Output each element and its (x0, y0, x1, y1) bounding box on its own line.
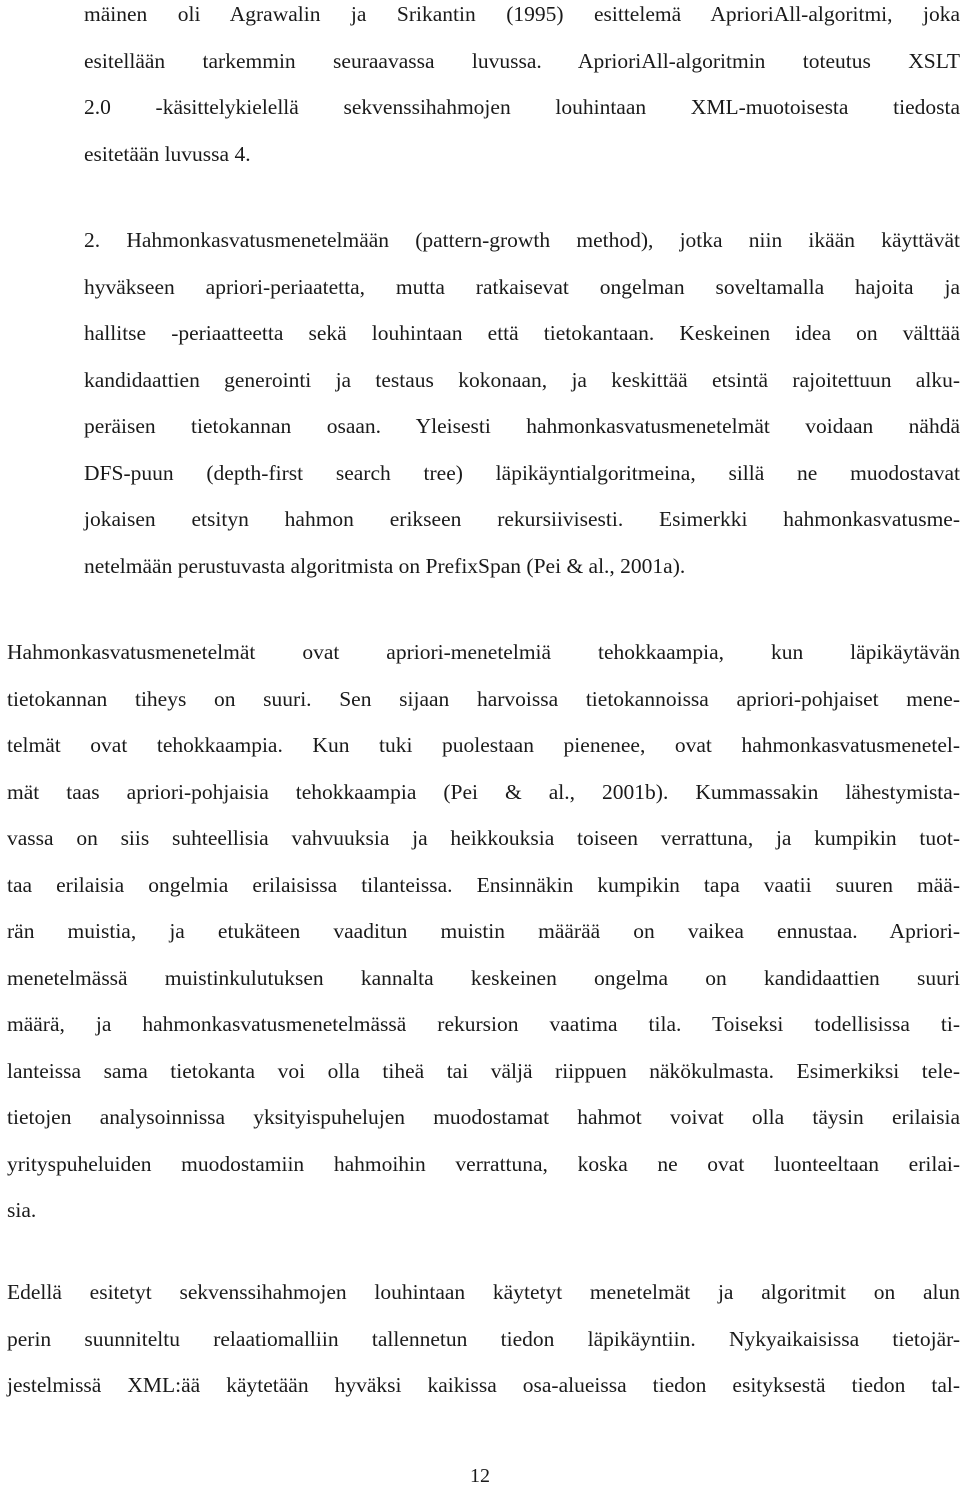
text-line: hyväkseen apriori-periaatetta, mutta ratkaisevat ongelman soveltamalla hajoita ja (84, 274, 960, 299)
text-line: peräisen tietokannan osaan. Yleisesti hahmonkasvatusmenetelmät voidaan nähdä (84, 414, 960, 438)
paragraph-apriori-intro-continuation (84, 0, 960, 186)
text-line: vassa on siis suhteellisia vahvuuksia ja heikkouksia toiseen verrattuna, ja kumpikin tuot- (7, 826, 960, 850)
text-line: Hahmonkasvatusmenetelmät ovat apriori-menetelmiä tehokkaampia, kun läpikäytävän (7, 640, 960, 664)
text-line: tietokannan tiheys on suuri. Sen sijaan harvoissa tietokannoissa apriori-pohjaiset mene- (7, 686, 960, 711)
text-line: mäinen oli Agrawalin ja Srikantin (1995) esittelemä AprioriAll-algoritmi, joka (84, 2, 960, 26)
text-line: telmät ovat tehokkaampia. Kun tuki puolestaan pienenee, ovat hahmonkasvatusmenetel- (7, 733, 960, 757)
paragraph-pattern-growth-list-item (84, 226, 960, 598)
text-line: lanteissa sama tietokanta voi olla tiheä tai väljä riippuen näkökulmasta. Esimerkiksi tele- (7, 1058, 960, 1083)
text-line: esitetään luvussa 4. (84, 141, 251, 166)
text-line: esitellään tarkemmin seuraavassa luvussa. AprioriAll-algoritmin toteutus XSLT (84, 48, 960, 73)
paragraph-xml-context (7, 1278, 960, 1418)
text-line: yrityspuheluiden muodostamiin hahmoihin verrattuna, koska ne ovat luonteeltaan erilai- (7, 1151, 960, 1176)
text-line: 2.0 -käsittelykielellä sekvenssihahmojen louhintaan XML-muotoisesta tiedosta (84, 95, 960, 119)
text-line: sia. (7, 1198, 37, 1222)
text-line: tietojen analysoinnissa yksityispuhelujen muodostamat hahmot voivat olla täysin erilaisia (7, 1105, 960, 1129)
text-line: netelmään perustuvasta algoritmista on PrefixSpan (Pei & al., 2001a). (84, 553, 686, 578)
text-line: kandidaattien generointi ja testaus kokonaan, ja keskittää etsintä rajoitettuun alku- (84, 367, 960, 392)
paragraph-method-comparison (7, 638, 960, 1243)
page-number: 12 (470, 1465, 490, 1487)
text-line: Edellä esitetyt sekvenssihahmojen louhintaan käytetyt menetelmät ja algoritmit on alun (7, 1280, 960, 1304)
text-line: 2. Hahmonkasvatusmenetelmään (pattern-growth method), jotka niin ikään käyttävät (84, 228, 960, 252)
text-line: DFS-puun (depth-first search tree) läpikäyntialgoritmeina, sillä ne muodostavat (84, 460, 960, 485)
text-line: rän muistia, ja etukäteen vaaditun muistin määrää on vaikea ennustaa. Apriori- (7, 919, 960, 943)
text-line: jokaisen etsityn hahmon erikseen rekursiivisesti. Esimerkki hahmonkasvatusme- (84, 507, 960, 531)
text-line: hallitse -periaatteetta sekä louhintaan että tietokantaan. Keskeinen idea on välttää (84, 321, 960, 345)
text-line: menetelmässä muistinkulutuksen kannalta keskeinen ongelma on kandidaattien suuri (7, 965, 960, 990)
text-line: mät taas apriori-pohjaisia tehokkaampia (Pei & al., 2001b). Kummassakin lähestymista- (7, 779, 960, 804)
text-line: perin suunniteltu relaatiomalliin tallennetun tiedon läpikäyntiin. Nykyaikaisissa tietojär- (7, 1326, 960, 1351)
text-line: jestelmissä XML:ää käytetään hyväksi kaikissa osa-alueissa tiedon esityksestä tiedon tal- (7, 1373, 960, 1397)
text-line: määrä, ja hahmonkasvatusmenetelmässä rekursion vaatima tila. Toiseksi todellisissa ti- (7, 1012, 960, 1036)
text-line: taa erilaisia ongelmia erilaisissa tilanteissa. Ensinnäkin kumpikin tapa vaatii suuren mää- (7, 872, 960, 897)
